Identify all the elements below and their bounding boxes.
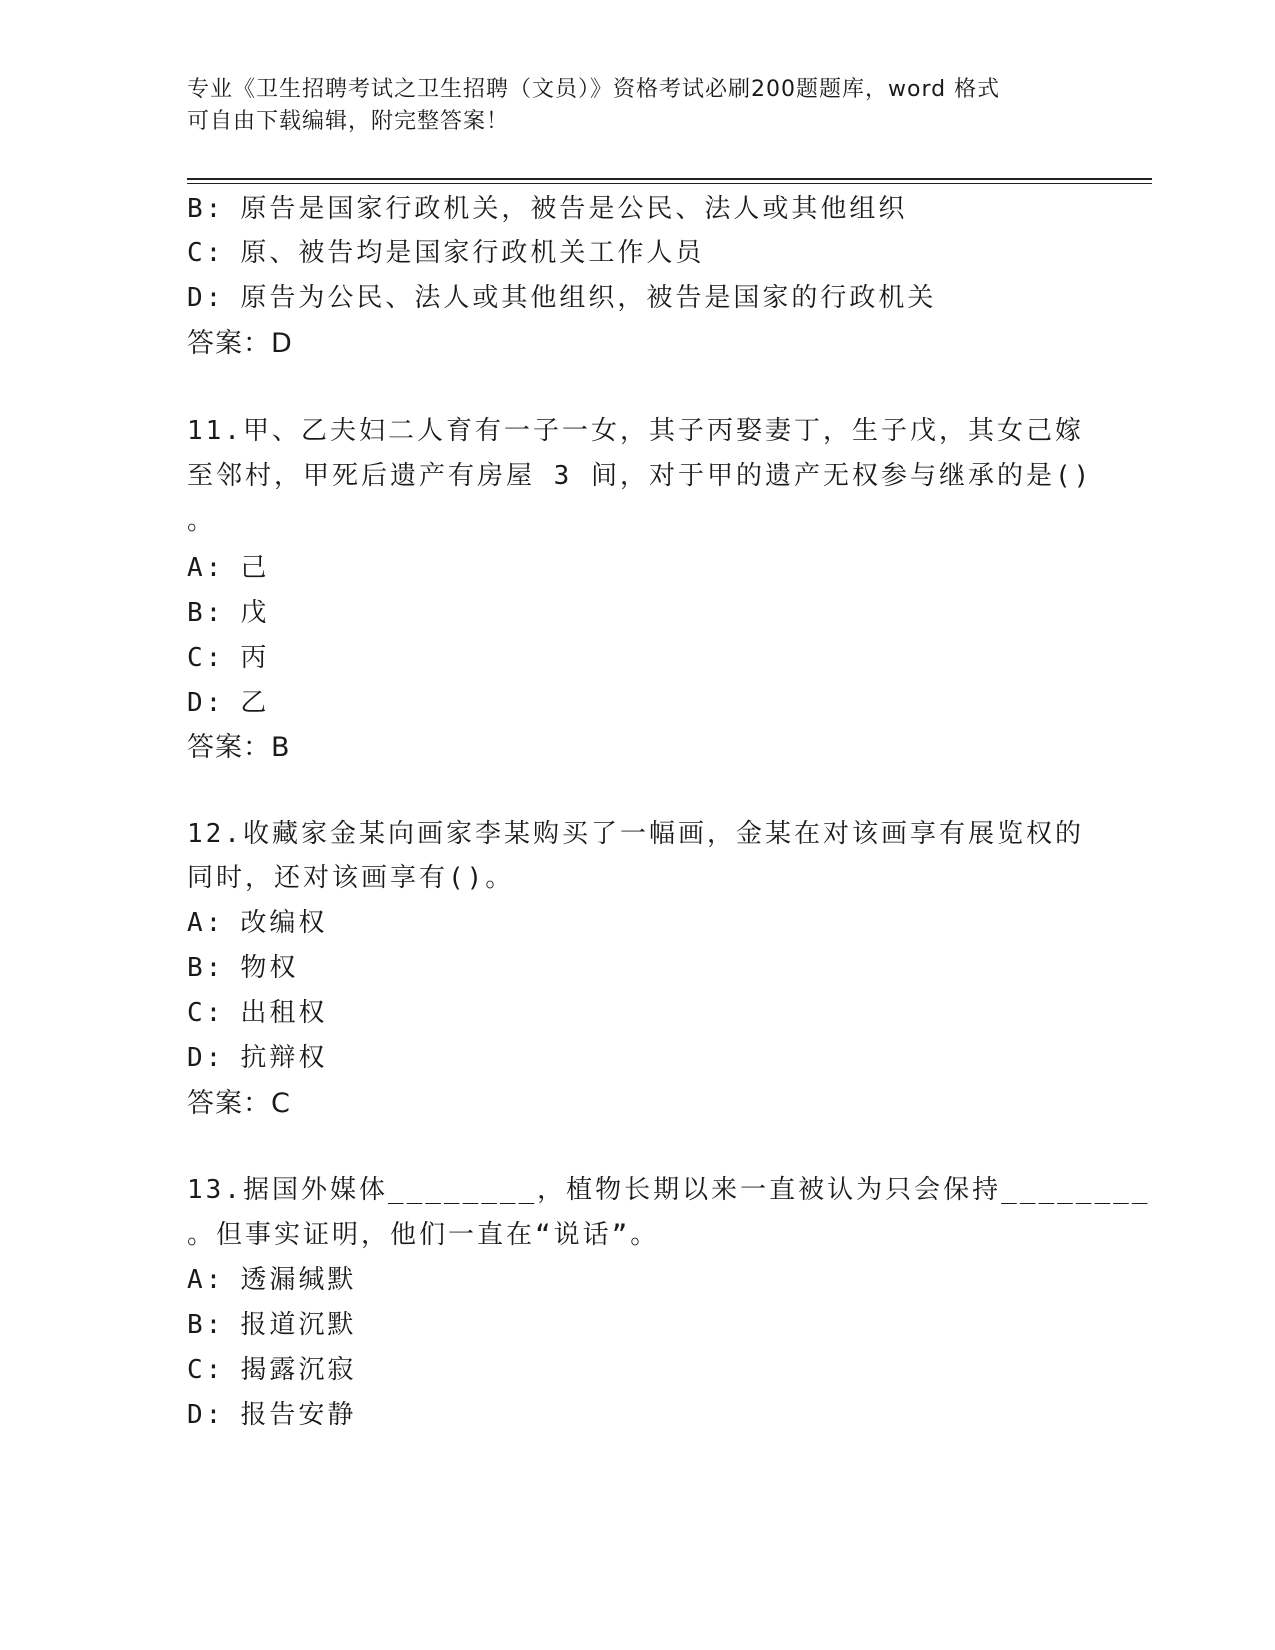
q11-option-b xyxy=(187,596,269,630)
q13-option-c xyxy=(187,1353,356,1387)
q12-stem-line-2: 同时，还对该画享有()。 xyxy=(187,863,515,893)
q12-option-b xyxy=(187,951,298,985)
q11-stem-line-2: 至邻村，甲死后遗产有房屋 3 间，对于甲的遗产无权参与继承的是() xyxy=(187,461,1093,491)
option-text: 己 xyxy=(240,553,270,583)
q12-option-d xyxy=(187,1041,327,1075)
header-divider xyxy=(187,178,1152,180)
option-label: C: xyxy=(187,643,225,673)
option-label: A: xyxy=(187,553,225,583)
q10-answer: 答案：D xyxy=(187,328,293,359)
option-text: 报道沉默 xyxy=(240,1310,357,1340)
q12-stem-line-1: 12.收藏家金某向画家李某购买了一幅画，金某在对该画享有展览权的 xyxy=(187,819,1084,849)
q12-option-c xyxy=(187,996,327,1030)
q11-stem-line-1: 11.甲、乙夫妇二人育有一子一女，其子丙娶妻丁，生子戊，其女己嫁 xyxy=(187,416,1084,446)
option-label: C: xyxy=(187,998,225,1028)
option-text: 改编权 xyxy=(240,908,328,938)
option-label: A: xyxy=(187,1265,225,1295)
option-label: D: xyxy=(187,1400,225,1430)
option-text: 透漏缄默 xyxy=(240,1265,357,1295)
q13-option-b xyxy=(187,1308,356,1342)
q13-option-a xyxy=(187,1263,356,1297)
q11-option-c xyxy=(187,641,269,675)
q11-option-d xyxy=(187,686,269,720)
q13-option-d xyxy=(187,1398,356,1432)
option-label: B: xyxy=(187,953,225,983)
q11-answer: 答案：B xyxy=(187,732,291,763)
document-header xyxy=(187,74,1087,138)
q10-option-c xyxy=(187,236,704,270)
option-text: 丙 xyxy=(240,643,270,673)
option-text: 报告安静 xyxy=(240,1400,357,1430)
option-text: 物权 xyxy=(240,953,299,983)
option-text: 原、被告均是国家行政机关工作人员 xyxy=(240,238,705,268)
option-text: 揭露沉寂 xyxy=(240,1355,357,1385)
option-text: 戊 xyxy=(240,598,270,628)
option-label: A: xyxy=(187,908,225,938)
q13-stem-line-1: 13.据国外媒体________，植物长期以来一直被认为只会保持________ xyxy=(187,1175,1151,1205)
q12-option-a xyxy=(187,906,327,940)
q13-stem-line-2: 。但事实证明，他们一直在“说话”。 xyxy=(187,1220,660,1250)
option-label: B: xyxy=(187,194,225,224)
option-label: D: xyxy=(187,1043,225,1073)
q11-option-a xyxy=(187,551,269,585)
header-divider-thin xyxy=(187,183,1152,184)
q10-option-b xyxy=(187,192,907,226)
option-label: B: xyxy=(187,598,225,628)
option-text: 出租权 xyxy=(240,998,328,1028)
option-text: 抗辩权 xyxy=(240,1043,328,1073)
header-line-1: 专业《卫生招聘考试之卫生招聘（文员）》资格考试必刷200题题库，word 格式 xyxy=(187,77,1001,102)
option-label: C: xyxy=(187,1355,225,1385)
option-label: D: xyxy=(187,283,225,313)
header-line-2: 可自由下载编辑，附完整答案！ xyxy=(187,109,510,134)
option-text: 乙 xyxy=(240,688,270,718)
q11-stem-line-3: 。 xyxy=(187,506,217,536)
q10-option-d xyxy=(187,281,936,315)
option-label: C: xyxy=(187,238,225,268)
option-text: 原告为公民、法人或其他组织，被告是国家的行政机关 xyxy=(240,283,937,313)
option-label: B: xyxy=(187,1310,225,1340)
option-label: D: xyxy=(187,688,225,718)
option-text: 原告是国家行政机关，被告是公民、法人或其他组织 xyxy=(240,194,908,224)
q12-answer: 答案：C xyxy=(187,1088,291,1119)
